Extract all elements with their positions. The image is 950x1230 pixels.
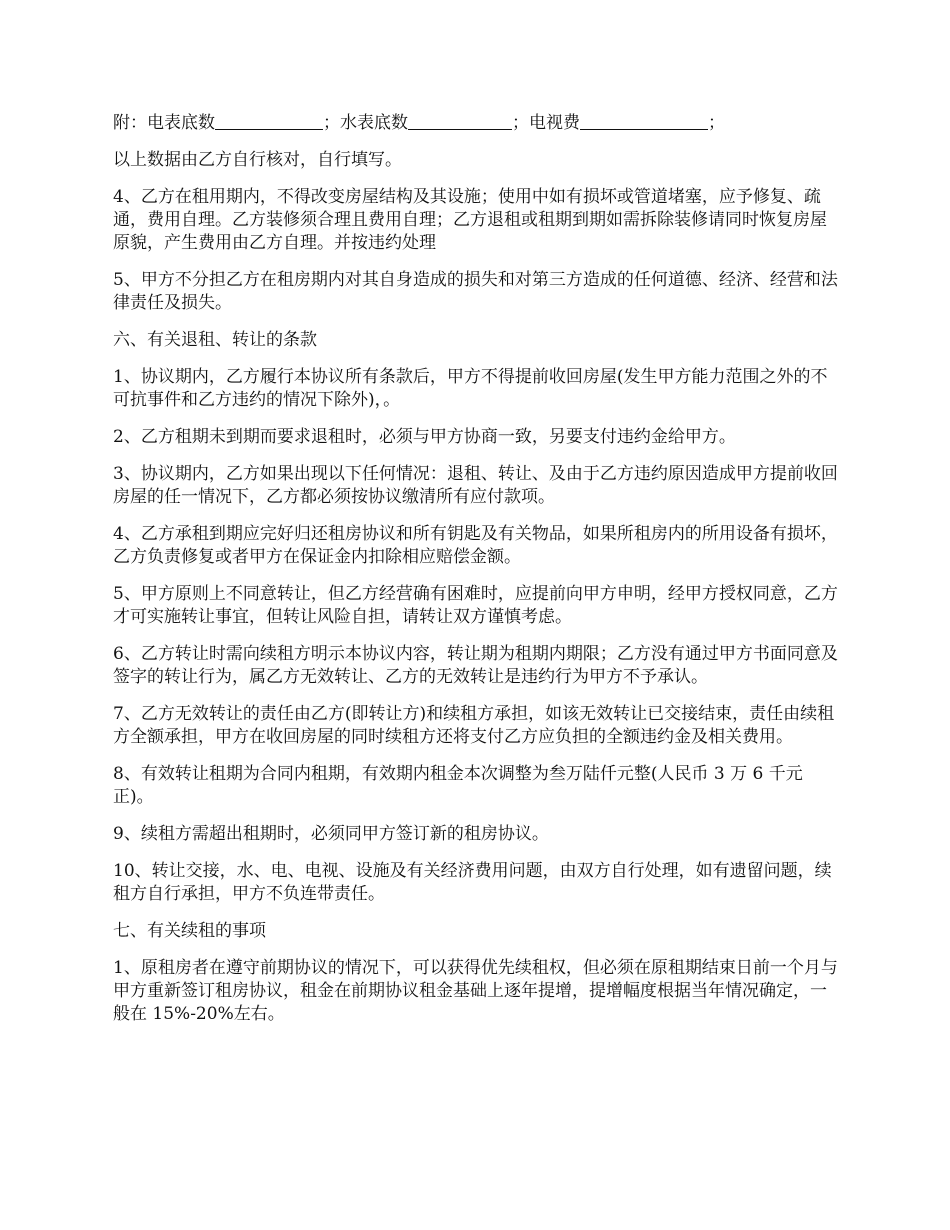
document-body — [113, 112, 841, 1040]
tv-fee-label: ；电视费 — [512, 113, 580, 133]
paragraph: 3、协议期内，乙方如果出现以下任何情况：退租、转让、及由于乙方违约原因造成甲方提前收回房屋的任一情况下，乙方都必须按协议缴清所有应付款项。 — [113, 464, 838, 507]
paragraph: 1、协议期内，乙方履行本协议所有条款后，甲方不得提前收回房屋(发生甲方能力范围之外的不可抗事件和乙方违约的情况下除外)，。 — [113, 367, 828, 410]
paragraph: 4、乙方在租用期内，不得改变房屋结构及其设施；使用中如有损坏或管道堵塞，应予修复、疏通，费用自理。乙方装修须合理且费用自理；乙方退租或租期到期如需拆除装修请同时恢复房屋原貌，产生费用由乙方自理。并按违约处理 — [113, 187, 827, 253]
paragraph: 以上数据由乙方自行核对，自行填写。 — [113, 150, 402, 170]
paragraph: 5、甲方原则上不同意转让，但乙方经营确有困难时，应提前向甲方申明，经甲方授权同意，乙方才可实施转让事宜，但转让风险自担，请转让双方谨慎考虑。 — [113, 584, 838, 627]
paragraph: 4、乙方承租到期应完好归还租房协议和所有钥匙及有关物品，如果所租房内的所用设备有损坏，乙方负责修复或者甲方在保证金内扣除相应赔偿金额。 — [113, 524, 838, 567]
paragraph: 7、乙方无效转让的责任由乙方(即转让方)和续租方承担，如该无效转让已交接结束，责任由续租方全额承担，甲方在收回房屋的同时续租方还将支付乙方应负担的全额违约金及相关费用。 — [113, 704, 835, 747]
tv-fee-blank — [580, 112, 708, 130]
paragraph: 1、原租房者在遵守前期协议的情况下，可以获得优先续租权，但必须在原租期结束日前一个月与甲方重新签订租房协议，租金在前期协议租金基础上逐年提增，提增幅度根据当年情况确定，一般在 15%-20%左右。 — [113, 958, 838, 1024]
paragraph: 10、转让交接，水、电、电视、设施及有关经济费用问题，由双方自行处理，如有遗留问题，续租方自行承担，甲方不负连带责任。 — [113, 861, 832, 904]
paragraph: 8、有效转让租期为合同内租期，有效期内租金本次调整为叁万陆仟元整(人民币 3 万 6 千元正)。 — [113, 764, 803, 807]
paragraph: 6、乙方转让时需向续租方明示本协议内容，转让期为租期内期限；乙方没有通过甲方书面同意及签字的转让行为，属乙方无效转让、乙方的无效转让是违约行为甲方不予承认。 — [113, 644, 838, 687]
paragraph: 2、乙方租期未到期而要求退租时，必须与甲方协商一致，另要支付违约金给甲方。 — [113, 427, 736, 447]
meter-line-end: ； — [708, 113, 725, 133]
section-heading: 六、有关退租、转让的条款 — [113, 330, 317, 350]
meter-reading-line — [113, 112, 841, 135]
water-meter-label: ；水表底数 — [323, 113, 408, 133]
section-heading: 七、有关续租的事项 — [113, 921, 266, 941]
paragraph: 5、甲方不分担乙方在租房期内对其自身造成的损失和对第三方造成的任何道德、经济、经营和法律责任及损失。 — [113, 270, 838, 313]
electric-meter-blank — [215, 112, 323, 130]
electric-meter-label: 附：电表底数 — [113, 113, 215, 133]
paragraph: 9、续租方需超出租期时，必须同甲方签订新的租房协议。 — [113, 824, 549, 844]
water-meter-blank — [408, 112, 512, 130]
